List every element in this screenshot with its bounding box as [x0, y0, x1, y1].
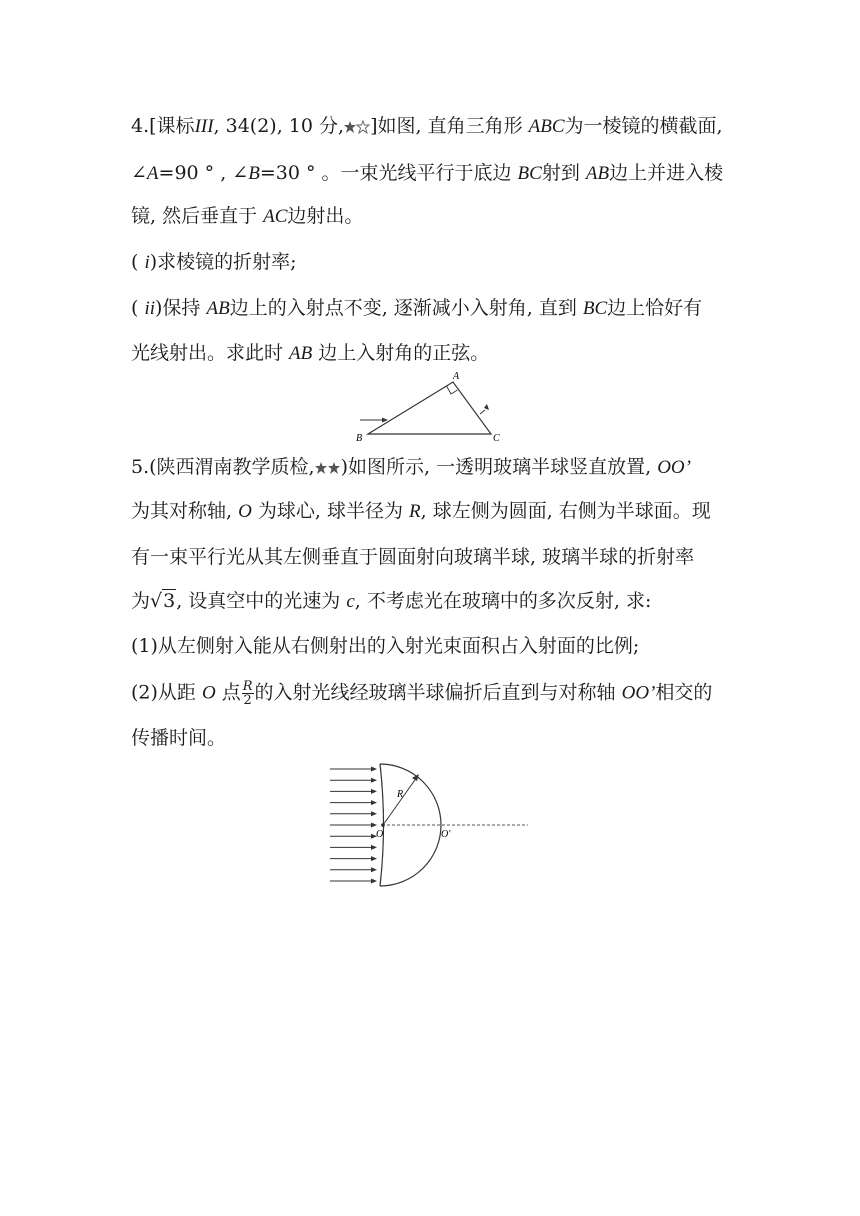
ray-arrow-icon — [371, 823, 377, 828]
q4-text: 边上并进入棱 — [609, 162, 724, 184]
q4-source-close: ] — [370, 115, 378, 137]
q4-sub-2-open: ( — [131, 297, 145, 319]
parallel-rays — [330, 767, 377, 884]
exit-ray — [480, 410, 485, 414]
q4-text: 为一棱镜的横截面, — [564, 115, 723, 137]
q5-source-close: ) — [340, 456, 349, 478]
q5-text: 有一束平行光从其左侧垂直于圆面射向玻璃半球, 玻璃半球的折射率 — [131, 546, 695, 568]
q4-sub-1 — [131, 250, 297, 275]
q5-sub-1-text: (1)从左侧射入能从右侧射出的入射光束面积占入射面的比例; — [131, 635, 640, 657]
label-a: A — [453, 371, 460, 382]
ray-arrow-icon — [371, 845, 377, 850]
q5-text: 为球心, 球半径为 — [251, 500, 409, 522]
q4-text: 镜, 然后垂直于 — [131, 205, 264, 227]
q5-line-3 — [131, 545, 694, 569]
q4-text: 边上入射角的正弦。 — [312, 342, 490, 364]
q5-text: 相交的 — [655, 681, 713, 704]
q5-var: OO’ — [621, 682, 656, 704]
q4-line-1 — [131, 114, 723, 139]
right-angle-mark — [447, 386, 458, 394]
q5-var: c — [346, 591, 355, 612]
ray-arrow-icon — [371, 867, 377, 872]
q5-line-4 — [131, 589, 651, 614]
q4-number: 4. — [131, 115, 150, 137]
q5-sub-1 — [131, 634, 639, 658]
exit-arrow-icon — [484, 404, 489, 410]
q4-text: 如图, 直角三角形 — [377, 115, 529, 137]
q4-var: AC — [263, 206, 288, 227]
q4-source: [课标 — [149, 115, 195, 137]
q5-text: , 球左侧为圆面, 右侧为半球面。现 — [420, 500, 711, 522]
q4-text: =30 ° 。一束光线平行于底边 — [259, 162, 518, 184]
q4-text: ∠ — [131, 162, 147, 184]
q4-sub-2-roman: ii — [144, 298, 156, 319]
q4-var: BC — [582, 298, 608, 319]
q4-sub-1-open: ( — [131, 251, 145, 273]
q5-var: OO’ — [657, 457, 691, 478]
q5-source: (陕西渭南教学质检, — [149, 456, 315, 478]
q5-text: , 设真空中的光速为 — [176, 590, 347, 612]
q5-text: 点 — [215, 681, 241, 704]
q4-text: 光线射出。求此时 — [131, 342, 290, 364]
q5-number: 5. — [131, 456, 150, 478]
q4-sub-2-line-2 — [131, 341, 489, 366]
ray-arrow-icon — [371, 811, 377, 816]
q4-var: BC — [517, 163, 542, 184]
q5-text: 如图所示, 一透明玻璃半球竖直放置, — [348, 456, 658, 478]
q4-sub-1-text: )求棱镜的折射率; — [149, 251, 297, 273]
q4-text: =90 ° , ∠ — [158, 162, 249, 184]
difficulty-stars-icon — [315, 461, 341, 475]
label-c: C — [493, 433, 500, 444]
q5-var: O — [201, 682, 216, 704]
fraction-numerator: R — [242, 679, 253, 694]
sqrt-sign: √ — [150, 590, 163, 612]
q4-line-2 — [131, 161, 723, 186]
prism-figure — [350, 370, 510, 445]
q5-text: 传播时间。 — [131, 727, 227, 749]
q5-text: 为 — [131, 590, 151, 612]
q5-line-2 — [131, 499, 711, 524]
q5-text: 为其对称轴, — [131, 500, 239, 522]
label-b: B — [356, 433, 363, 444]
q4-source-rest: , 34(2), 10 分, — [213, 115, 345, 137]
q4-text: 边射出。 — [287, 205, 364, 227]
q4-text: )保持 — [155, 297, 207, 319]
ray-arrow-icon — [371, 879, 377, 884]
q4-text: 边上的入射点不变, 逐渐减小入射角, 直到 — [229, 297, 583, 319]
q5-text: , 不考虑光在玻璃中的多次反射, 求: — [354, 590, 652, 612]
fraction-r-over-2 — [242, 680, 254, 707]
label-o: O — [376, 829, 384, 840]
q5-line-1 — [131, 455, 691, 480]
prism-triangle — [368, 382, 491, 434]
ray-arrow-icon — [371, 856, 377, 861]
label-o-prime: O′ — [441, 829, 451, 840]
q4-sub-1-roman: i — [144, 252, 150, 273]
ray-arrow-icon — [371, 767, 377, 772]
ray-arrow-icon — [371, 800, 377, 805]
q4-var: B — [248, 163, 260, 184]
q4-var-abc: ABC — [528, 116, 565, 137]
q4-text: 射到 — [541, 162, 586, 184]
fraction-denominator: 2 — [243, 693, 252, 708]
q4-var: AB — [289, 343, 313, 364]
q5-sub-2-line-2 — [131, 726, 226, 750]
difficulty-stars-icon — [344, 120, 370, 134]
q5-sub-2 — [131, 680, 712, 707]
sqrt-3 — [150, 589, 176, 613]
q4-var: AB — [585, 163, 610, 184]
q4-var: AB — [206, 298, 230, 319]
q4-source-roman: III — [194, 116, 214, 137]
ray-arrow-icon — [371, 789, 377, 794]
q5-var: O — [238, 501, 252, 522]
label-r: R — [397, 789, 404, 800]
q4-sub-2 — [131, 296, 702, 321]
ray-arrow-icon — [371, 778, 377, 783]
q4-var: A — [146, 163, 159, 184]
q5-text: 的入射光线经玻璃半球偏折后直到与对称轴 — [254, 681, 622, 704]
sqrt-radicand: 3 — [163, 590, 176, 612]
q5-text: (2)从距 — [131, 681, 202, 704]
q4-text: 边上恰好有 — [607, 297, 703, 319]
q5-var: R — [409, 501, 421, 522]
q4-line-3 — [131, 204, 363, 229]
hemisphere-figure — [325, 762, 535, 888]
